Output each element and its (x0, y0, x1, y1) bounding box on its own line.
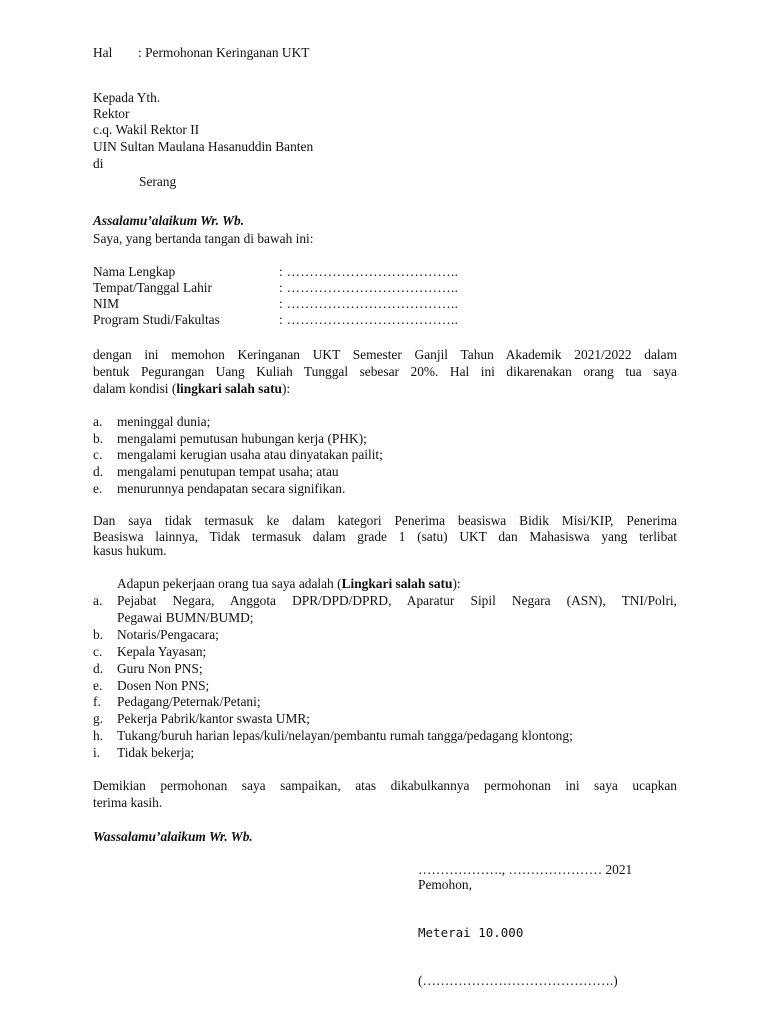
request-line: bentuk Pegurangan Uang Kuliah Tunggal sebesar 20%. Hal ini dikarenakan orang tua saya (93, 364, 677, 379)
list-marker: i. (93, 745, 101, 760)
list-marker: d. (93, 661, 104, 676)
list-marker: e. (93, 481, 103, 496)
condition-item: mengalami penutupan tempat usaha; atau (117, 464, 339, 479)
exclusion-line: kasus hukum. (93, 543, 167, 558)
occupation-item-continued: Pegawai BUMN/BUMD; (117, 610, 254, 625)
list-marker: c. (93, 644, 103, 659)
emphasis-circle-one: lingkari salah satu (176, 381, 282, 396)
list-marker: a. (93, 593, 103, 608)
field-label-name: Nama Lengkap (93, 264, 176, 279)
list-marker: g. (93, 711, 104, 726)
occupation-item: Tukang/buruh harian lepas/kuli/nelayan/pembantu rumah tangga/pedagang klontong; (117, 728, 573, 743)
signature-name-placeholder: (…………………………………….) (418, 973, 618, 988)
occupation-item: Pedagang/Peternak/Petani; (117, 694, 261, 709)
hal-subject: : Permohonan Keringanan UKT (138, 45, 310, 60)
field-value-name: : ……………………………….. (279, 264, 459, 279)
closing-line: Demikian permohonan saya sampaikan, atas dikabulkannya permohonan ini saya ucapkan (93, 778, 677, 793)
occupation-intro: Adapun pekerjaan orang tua saya adalah (Lingkari salah satu): (117, 576, 461, 591)
condition-item: mengalami pemutusan hubungan kerja (PHK); (117, 431, 367, 446)
place-date-line: ………………., ………………… 2021 (418, 862, 633, 877)
occupation-item: Guru Non PNS; (117, 661, 203, 676)
list-marker: c. (93, 447, 103, 462)
stamp-label: Meterai 10.000 (418, 925, 524, 940)
occupation-item: Dosen Non PNS; (117, 678, 210, 693)
greeting: Assalamu’alaikum Wr. Wb. (93, 213, 245, 228)
request-line: dalam kondisi (lingkari salah satu): (93, 381, 291, 396)
field-label-program: Program Studi/Fakultas (93, 312, 220, 327)
list-marker: h. (93, 728, 104, 743)
recipient-line: UIN Sultan Maulana Hasanuddin Banten (93, 139, 314, 154)
recipient-line: c.q. Wakil Rektor II (93, 122, 200, 137)
list-marker: e. (93, 678, 103, 693)
list-marker: f. (93, 694, 101, 709)
list-marker: a. (93, 414, 103, 429)
list-marker: b. (93, 627, 104, 642)
occupation-item: Pekerja Pabrik/kantor swasta UMR; (117, 711, 311, 726)
occupation-item: Tidak bekerja; (117, 745, 195, 760)
recipient-line: di (93, 156, 104, 171)
hal-label: Hal (93, 45, 113, 60)
field-value-nim: : ……………………………….. (279, 296, 459, 311)
occupation-item: Kepala Yayasan; (117, 644, 207, 659)
emphasis-circle-one: Lingkari salah satu (341, 576, 453, 591)
exclusion-line: Dan saya tidak termasuk ke dalam kategori Penerima beasiswa Bidik Misi/KIP, Penerima (93, 513, 677, 528)
closing-line: terima kasih. (93, 795, 163, 810)
field-label-birth: Tempat/Tanggal Lahir (93, 280, 212, 295)
condition-item: meninggal dunia; (117, 414, 211, 429)
recipient-line: Rektor (93, 106, 130, 121)
occupation-item: Pejabat Negara, Anggota DPR/DPD/DPRD, Aparatur Sipil Negara (ASN), TNI/Polri, (117, 593, 677, 608)
farewell: Wassalamu’alaikum Wr. Wb. (93, 829, 253, 844)
recipient-line: Kepada Yth. (93, 90, 161, 105)
applicant-label: Pemohon, (418, 877, 472, 892)
recipient-city: Serang (139, 174, 177, 189)
field-value-program: : ……………………………….. (279, 312, 459, 327)
occupation-item: Notaris/Pengacara; (117, 627, 219, 642)
condition-item: mengalami kerugian usaha atau dinyatakan pailit; (117, 447, 383, 462)
field-value-birth: : ……………………………….. (279, 280, 459, 295)
exclusion-line: Beasiswa lainnya, Tidak termasuk dalam grade 1 (satu) UKT dan Mahasiswa yang terlibat (93, 529, 677, 544)
request-line: dengan ini memohon Keringanan UKT Semester Ganjil Tahun Akademik 2021/2022 dalam (93, 347, 677, 362)
intro-text: Saya, yang bertanda tangan di bawah ini: (93, 231, 314, 246)
condition-item: menurunnya pendapatan secara signifikan. (117, 481, 346, 496)
list-marker: d. (93, 464, 104, 479)
list-marker: b. (93, 431, 104, 446)
field-label-nim: NIM (93, 296, 120, 311)
